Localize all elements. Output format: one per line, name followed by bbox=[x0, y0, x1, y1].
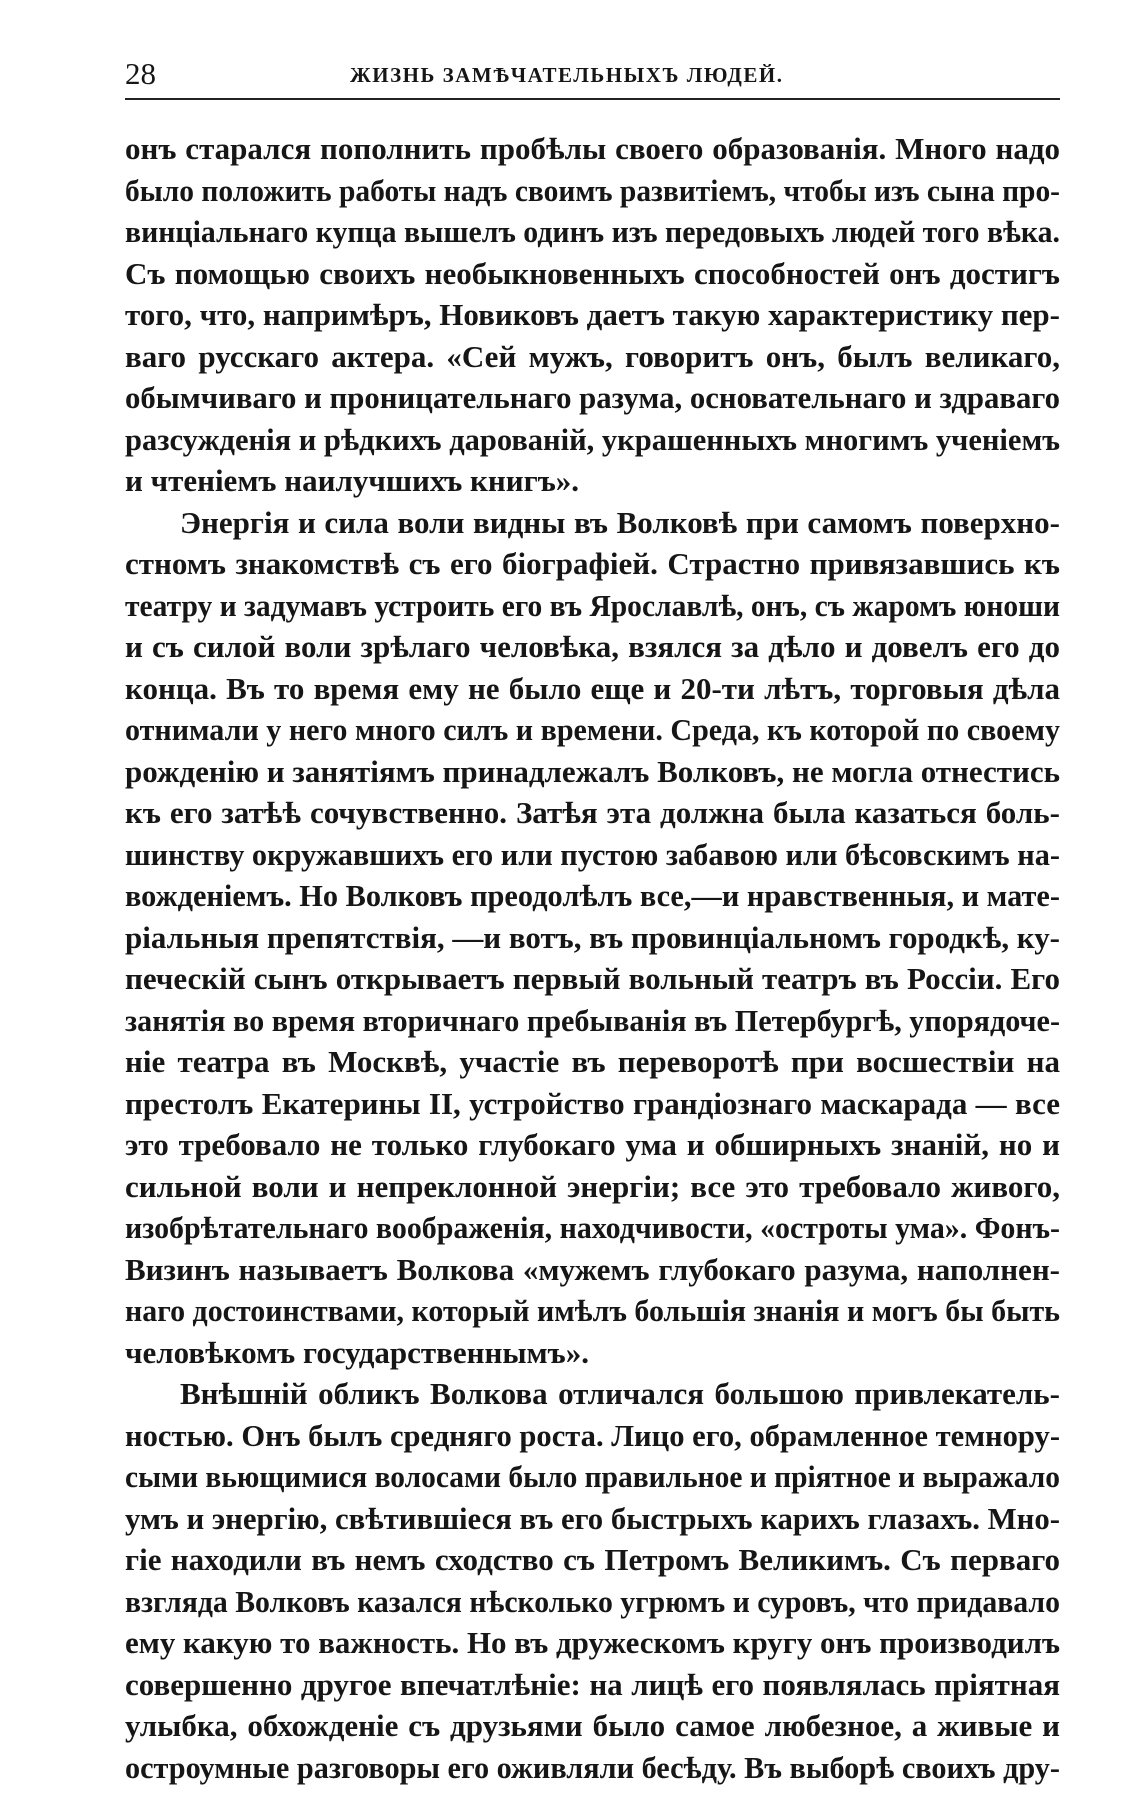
text-line: конца. Въ то время ему не было еще и 20-ти лѣтъ, торговыя дѣла bbox=[125, 670, 1060, 706]
text-line: Съ помощью своихъ необыкновенныхъ способностей онъ достигъ bbox=[125, 255, 1060, 291]
text-line: и съ силой воли зрѣлаго человѣка, взялся за дѣло и довелъ его до bbox=[125, 629, 1060, 664]
text-line: остроумные разговоры его оживляли бесѣду. Въ выборѣ своихъ дру- bbox=[125, 1749, 1060, 1785]
text-line: Внѣшній обликъ Волкова отличался большою привлекатель- bbox=[180, 1376, 1060, 1411]
text-line: печескій сынъ открываетъ первый вольный театръ въ Россіи. Его bbox=[125, 961, 1060, 996]
text-line: винціальнаго купца вышелъ одинъ изъ передовыхъ людей того вѣка. bbox=[125, 214, 1060, 249]
text-line: гіе находили въ немъ сходство съ Петромъ Великимъ. Съ перваго bbox=[125, 1542, 1060, 1577]
text-line: умъ и энергію, свѣтившіеся въ его быстрыхъ карихъ глазахъ. Мно- bbox=[125, 1500, 1060, 1536]
text-line: было положить работы надъ своимъ развитіемъ, чтобы изъ сына про- bbox=[125, 172, 1060, 208]
running-title: ЖИЗНЬ ЗАМѢЧАТЕЛЬНЫХЪ ЛЮДЕЙ. bbox=[350, 63, 784, 87]
text-line: ріальныя препятствія, —и вотъ, въ провинціальномъ городкѣ, ку- bbox=[125, 919, 1060, 955]
paragraph bbox=[125, 128, 1060, 502]
paragraph bbox=[125, 1373, 1060, 1788]
text-line: ваго русскаго актера. «Сей мужъ, говоритъ онъ, былъ великаго, bbox=[125, 338, 1060, 374]
text-line: къ его затѣѣ сочувственно. Затѣя эта должна была казаться боль- bbox=[125, 795, 1060, 830]
text-line: отнимали у него много силъ и времени. Среда, къ которой по своему bbox=[125, 712, 1060, 747]
header-rule bbox=[125, 98, 1060, 100]
text-line: изобрѣтательнаго воображенія, находчивости, «остроты ума». Фонъ- bbox=[125, 1210, 1060, 1245]
text-line: онъ старался пополнить пробѣлы своего образованія. Много надо bbox=[125, 131, 1060, 166]
text-line: сильной воли и непреклонной энергіи; все это требовало живого, bbox=[125, 1168, 1060, 1204]
text-line: ніе театра въ Москвѣ, участіе въ переворотѣ при восшествіи на bbox=[125, 1044, 1060, 1079]
body-text bbox=[125, 128, 1060, 1788]
text-line: взгляда Волковъ казался нѣсколько угрюмъ и суровъ, что придавало bbox=[125, 1583, 1060, 1619]
text-line: стномъ знакомствѣ съ его біографіей. Страстно привязавшись къ bbox=[125, 546, 1060, 581]
text-line: ностью. Онъ былъ средняго роста. Лицо его, обрамленное темнору- bbox=[125, 1417, 1060, 1453]
text-line: престолъ Екатерины II, устройство грандіознаго маскарада — все bbox=[125, 1085, 1060, 1121]
page-number: 28 bbox=[125, 56, 156, 91]
text-line: совершенно другое впечатлѣніе: на лицѣ его появлялась пріятная bbox=[125, 1666, 1060, 1702]
page-header bbox=[125, 56, 1060, 96]
text-line: улыбка, обхожденіе съ друзьями было самое любезное, а живые и bbox=[125, 1708, 1060, 1743]
text-line: наго достоинствами, который имѣлъ большія знанія и могъ бы быть bbox=[125, 1293, 1060, 1328]
text-line: Энергія и сила воли видны въ Волковѣ при самомъ поверхно- bbox=[180, 504, 1060, 540]
text-line: того, что, напримѣръ, Новиковъ даетъ такую характеристику пер- bbox=[125, 297, 1060, 332]
text-line: разсужденія и рѣдкихъ дарованій, украшенныхъ многимъ ученіемъ bbox=[125, 421, 1060, 457]
text-line: ему какую то важность. Но въ дружескомъ кругу онъ производилъ bbox=[125, 1625, 1060, 1660]
text-line: занятія во время вторичнаго пребыванія въ Петербургѣ, упорядоче- bbox=[125, 1002, 1060, 1038]
text-line: это требовало не только глубокаго ума и обширныхъ знаній, но и bbox=[125, 1127, 1060, 1162]
text-line: человѣкомъ государственнымъ». bbox=[125, 1334, 589, 1370]
text-line: и чтеніемъ наилучшихъ книгъ». bbox=[125, 463, 580, 498]
text-line: вожденіемъ. Но Волковъ преодолѣлъ все,—и нравственныя, и мате- bbox=[125, 878, 1060, 913]
text-line: шинству окружавшихъ его или пустою забавою или бѣсовскимъ на- bbox=[125, 836, 1060, 872]
text-line: Визинъ называетъ Волкова «мужемъ глубокаго разума, наполнен- bbox=[125, 1251, 1060, 1287]
paragraph bbox=[125, 502, 1060, 1374]
text-line: театру и задумавъ устроить его въ Ярославлѣ, онъ, съ жаромъ юноши bbox=[125, 587, 1060, 623]
text-line: рожденію и занятіямъ принадлежалъ Волковъ, не могла отнестись bbox=[125, 753, 1060, 789]
text-line: обымчиваго и проницательнаго разума, основательнаго и здраваго bbox=[125, 380, 1060, 415]
text-line: сыми вьющимися волосами было правильное и пріятное и выражало bbox=[125, 1459, 1060, 1494]
